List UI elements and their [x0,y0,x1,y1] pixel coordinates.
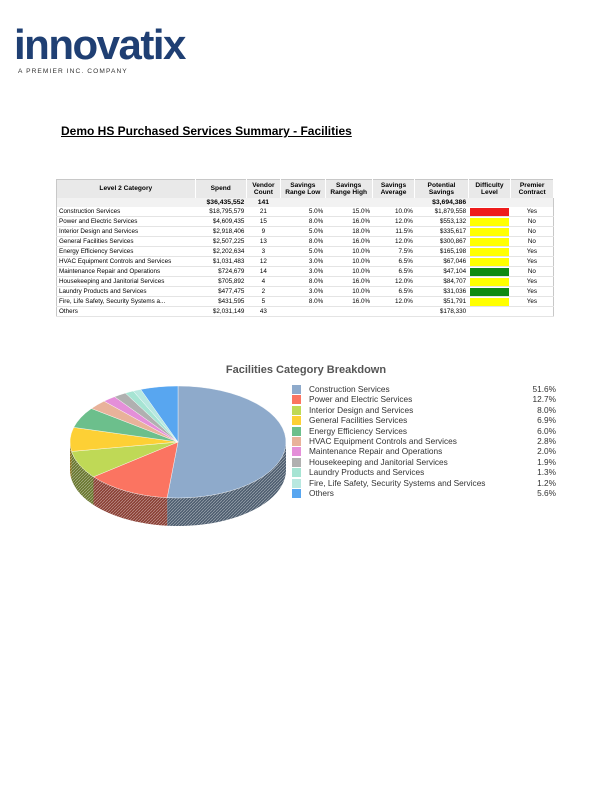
pie-top-slices [70,386,286,498]
legend-item [292,436,556,446]
spend-cell: $431,595 [195,297,246,307]
vendor-count-cell: 12 [246,257,280,267]
savings-high-cell: 16.0% [325,237,372,247]
legend-item [292,488,556,498]
legend-percentage: 6.9% [537,415,556,426]
legend-label: Power and Electric Services [309,394,413,405]
category-cell: HVAC Equipment Controls and Services [57,257,196,267]
legend-swatch [292,458,301,467]
premier-contract-cell: Yes [511,247,554,257]
vendor-count-cell: 13 [246,237,280,247]
logo-graphic [14,22,234,82]
difficulty-indicator [470,268,509,276]
category-cell: Others [57,307,196,317]
logo-wordmark: innovatix [14,22,185,68]
difficulty-indicator [470,228,509,236]
header-premier-contract: Premier Contract [511,180,554,199]
vendor-count-cell: 4 [246,277,280,287]
legend-percentage: 12.7% [532,394,556,405]
premier-contract-cell: Yes [511,297,554,307]
difficulty-indicator [470,238,509,246]
category-cell: Housekeeping and Janitorial Services [57,277,196,287]
header-savings-average: Savings Average [372,180,415,199]
spend-cell: $477,475 [195,287,246,297]
chart-legend [292,384,556,498]
header-savings-low: Savings Range Low [280,180,325,199]
spend-cell: $2,918,406 [195,227,246,237]
logo-tagline: A PREMIER INC. COMPANY [18,68,128,75]
spend-cell: $2,202,634 [195,247,246,257]
vendor-count-cell: 15 [246,217,280,227]
legend-percentage: 2.0% [537,446,556,457]
vendor-count-cell: 3 [246,247,280,257]
totals-empty-cell [325,198,372,207]
savings-average-cell: 11.5% [372,227,415,237]
legend-label: Energy Efficiency Services [309,425,408,436]
legend-percentage: 2.8% [537,435,556,446]
totals-empty-cell [468,198,511,207]
savings-low-cell: 5.0% [280,207,325,217]
savings-low-cell: 3.0% [280,287,325,297]
totals-empty-cell [372,198,415,207]
header-difficulty-level: Difficulty Level [468,180,511,199]
savings-average-cell: 7.5% [372,247,415,257]
savings-low-cell: 5.0% [280,227,325,237]
legend-swatch [292,385,301,394]
premier-contract-cell [511,307,554,317]
savings-high-cell [325,307,372,317]
premier-contract-cell: Yes [511,257,554,267]
legend-item [292,394,556,404]
potential-savings-cell: $47,104 [415,267,468,277]
difficulty-level-cell [468,277,511,287]
legend-label: Interior Design and Services [309,404,414,415]
legend-percentage: 1.9% [537,456,556,467]
difficulty-indicator [470,258,509,266]
legend-label: Construction Services [309,384,390,394]
spend-cell: $724,679 [195,267,246,277]
savings-high-cell: 10.0% [325,257,372,267]
legend-item [292,405,556,415]
legend-item [292,446,556,456]
legend-swatch [292,406,301,415]
legend-percentage: 1.3% [537,467,556,478]
savings-low-cell: 3.0% [280,267,325,277]
difficulty-level-cell [468,287,511,297]
savings-low-cell: 8.0% [280,237,325,247]
table-row [57,297,554,307]
legend-item [292,426,556,436]
savings-high-cell: 10.0% [325,267,372,277]
potential-savings-cell: $553,132 [415,217,468,227]
vendor-count-cell: 21 [246,207,280,217]
purchased-services-summary-table [56,179,554,317]
difficulty-level-cell [468,267,511,277]
premier-contract-cell: Yes [511,277,554,287]
legend-item [292,384,556,394]
savings-average-cell: 10.0% [372,207,415,217]
savings-average-cell: 12.0% [372,237,415,247]
savings-average-cell: 6.5% [372,257,415,267]
premier-contract-cell: No [511,267,554,277]
savings-average-cell: 12.0% [372,277,415,287]
potential-savings-cell: $84,707 [415,277,468,287]
totals-empty-cell [280,198,325,207]
category-cell: Energy Efficiency Services [57,247,196,257]
legend-swatch [292,468,301,477]
premier-contract-cell: Yes [511,287,554,297]
difficulty-indicator [470,208,509,216]
legend-item [292,457,556,467]
legend-label: HVAC Equipment Controls and Services [309,435,457,446]
savings-average-cell: 6.5% [372,287,415,297]
category-cell: Power and Electric Services [57,217,196,227]
category-cell: General Facilities Services [57,237,196,247]
legend-swatch [292,437,301,446]
difficulty-level-cell [468,237,511,247]
table-row [57,237,554,247]
savings-low-cell [280,307,325,317]
potential-savings-cell: $67,046 [415,257,468,267]
table-header-row [57,180,554,199]
header-spend: Spend [195,180,246,199]
savings-average-cell [372,307,415,317]
spend-cell: $2,507,225 [195,237,246,247]
legend-label: Maintenance Repair and Operations [309,446,443,457]
spend-cell: $18,795,579 [195,207,246,217]
totals-row [57,198,554,207]
difficulty-indicator [470,288,509,296]
table-row [57,247,554,257]
legend-swatch [292,395,301,404]
legend-swatch [292,416,301,425]
difficulty-level-cell [468,257,511,267]
legend-swatch [292,447,301,456]
legend-item [292,415,556,425]
savings-average-cell: 6.5% [372,267,415,277]
potential-savings-cell: $165,198 [415,247,468,257]
premier-contract-cell: No [511,227,554,237]
table-row [57,287,554,297]
legend-item [292,478,556,488]
savings-high-cell: 16.0% [325,217,372,227]
premier-contract-cell: Yes [511,207,554,217]
category-cell: Laundry Products and Services [57,287,196,297]
premier-contract-cell: No [511,237,554,247]
legend-item [292,467,556,477]
totals-label [57,198,196,207]
spend-cell: $4,609,435 [195,217,246,227]
potential-savings-cell: $178,330 [415,307,468,317]
potential-savings-cell: $31,036 [415,287,468,297]
difficulty-level-cell [468,297,511,307]
totals-empty-cell [511,198,554,207]
category-cell: Construction Services [57,207,196,217]
table-row [57,227,554,237]
potential-savings-cell: $1,879,558 [415,207,468,217]
chart-title: Facilities Category Breakdown [225,364,387,376]
legend-label: Housekeeping and Janitorial Services [309,456,448,467]
difficulty-level-cell [468,217,511,227]
legend-percentage: 6.0% [537,425,556,436]
legend-percentage: 51.6% [532,384,556,394]
table-row [57,217,554,227]
legend-percentage: 8.0% [537,404,556,415]
legend-percentage: 1.2% [537,477,556,488]
legend-swatch [292,489,301,498]
difficulty-indicator [470,298,509,306]
spend-cell: $1,031,483 [195,257,246,267]
vendor-count-cell: 14 [246,267,280,277]
potential-savings-cell: $300,867 [415,237,468,247]
totals-potential-savings: $3,694,386 [415,198,468,207]
category-cell: Fire, Life Safety, Security Systems a... [57,297,196,307]
legend-swatch [292,427,301,436]
legend-percentage: 5.6% [537,487,556,498]
legend-label: Others [309,487,334,498]
legend-label: Laundry Products and Services [309,467,425,478]
savings-high-cell: 18.0% [325,227,372,237]
table-row [57,277,554,287]
difficulty-level-cell [468,227,511,237]
totals-vendor-count: 141 [246,198,280,207]
savings-high-cell: 16.0% [325,297,372,307]
spend-cell: $2,031,149 [195,307,246,317]
vendor-count-cell: 9 [246,227,280,237]
premier-contract-cell: No [511,217,554,227]
header-category: Level 2 Category [57,180,196,199]
spend-cell: $705,892 [195,277,246,287]
savings-low-cell: 5.0% [280,247,325,257]
potential-savings-cell: $335,617 [415,227,468,237]
potential-savings-cell: $51,791 [415,297,468,307]
header-savings-high: Savings Range High [325,180,372,199]
savings-high-cell: 10.0% [325,247,372,257]
category-cell: Maintenance Repair and Operations [57,267,196,277]
difficulty-indicator [470,218,509,226]
facilities-pie-chart [60,380,290,550]
table-row [57,207,554,217]
savings-high-cell: 16.0% [325,277,372,287]
table-row [57,257,554,267]
legend-label: Fire, Life Safety, Security Systems and Services [309,477,486,488]
savings-low-cell: 8.0% [280,277,325,287]
document-title: Demo HS Purchased Services Summary - Facilities [61,124,352,138]
difficulty-indicator [470,278,509,286]
difficulty-indicator [470,248,509,256]
innovatix-logo [14,22,234,82]
header-potential-savings: Potential Savings [415,180,468,199]
difficulty-level-cell [468,247,511,257]
savings-low-cell: 3.0% [280,257,325,267]
savings-high-cell: 10.0% [325,287,372,297]
legend-label: General Facilities Services [309,415,408,426]
vendor-count-cell: 2 [246,287,280,297]
totals-spend: $36,435,552 [195,198,246,207]
vendor-count-cell: 5 [246,297,280,307]
legend-swatch [292,479,301,488]
savings-average-cell: 12.0% [372,297,415,307]
category-cell: Interior Design and Services [57,227,196,237]
difficulty-level-cell [468,307,511,317]
table-row [57,267,554,277]
vendor-count-cell: 43 [246,307,280,317]
table-row [57,307,554,317]
savings-high-cell: 15.0% [325,207,372,217]
difficulty-level-cell [468,207,511,217]
savings-low-cell: 8.0% [280,297,325,307]
savings-average-cell: 12.0% [372,217,415,227]
savings-low-cell: 8.0% [280,217,325,227]
header-vendor-count: Vendor Count [246,180,280,199]
